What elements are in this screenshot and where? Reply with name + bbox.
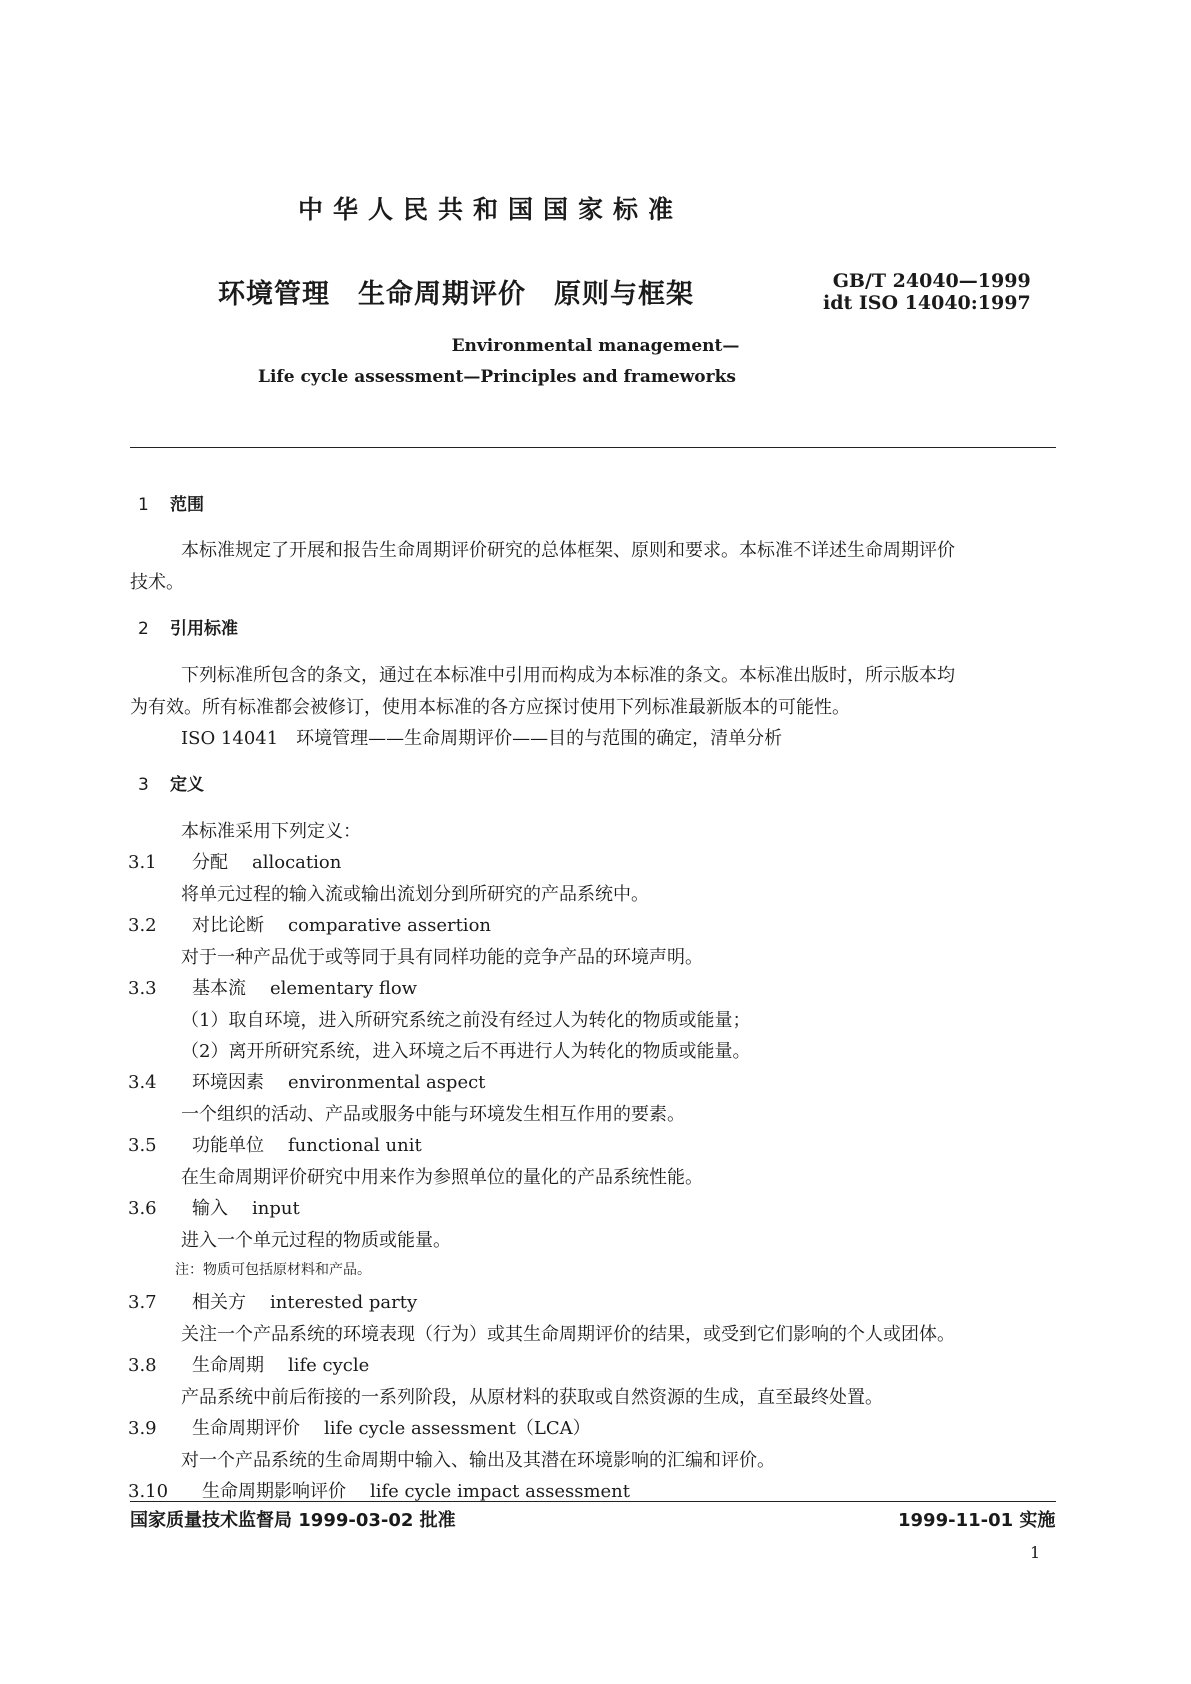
definition-term <box>128 1068 485 1094</box>
section-title: 定义 <box>170 775 204 795</box>
term-cn: 生命周期评价 <box>192 1418 300 1439</box>
effective-date: 1999-11-01 实施 <box>898 1510 1056 1531</box>
definition-term <box>128 1477 630 1503</box>
header-divider <box>130 447 1056 448</box>
section-number: 3 <box>138 775 149 795</box>
term-en: functional unit <box>288 1135 422 1156</box>
national-standard-heading: 中华人民共和国国家标准 <box>298 195 684 224</box>
section-number: 1 <box>138 495 149 515</box>
definition-number: 3.8 <box>128 1355 157 1376</box>
definition-term <box>128 911 491 937</box>
definition-term <box>128 848 341 874</box>
section-heading-references <box>138 614 238 639</box>
definition-text: 对一个产品系统的生命周期中输入、输出及其潜在环境影响的汇编和评价。 <box>181 1450 775 1471</box>
term-en: allocation <box>252 852 342 873</box>
term-en: elementary flow <box>270 978 418 999</box>
term-cn: 基本流 <box>192 978 246 999</box>
term-cn: 对比论断 <box>192 915 264 936</box>
definition-text: （2）离开所研究系统，进入环境之后不再进行人为转化的物质或能量。 <box>181 1041 751 1062</box>
definition-text: 关注一个产品系统的环境表现（行为）或其生命周期评价的结果，或受到它们影响的个人或团体。 <box>181 1324 955 1345</box>
term-cn: 相关方 <box>192 1292 246 1313</box>
reference-entry: ISO 14041 环境管理——生命周期评价——目的与范围的确定，清单分析 <box>181 728 783 749</box>
definition-term <box>128 1351 369 1377</box>
definition-text: 产品系统中前后衔接的一系列阶段，从原材料的获取或自然资源的生成，直至最终处置。 <box>181 1387 883 1408</box>
term-cn: 生命周期影响评价 <box>202 1481 346 1502</box>
document-title-en-line2: Life cycle assessment—Principles and frameworks <box>258 367 736 387</box>
definition-number: 3.9 <box>128 1418 157 1439</box>
definition-note: 注：物质可包括原材料和产品。 <box>175 1262 371 1278</box>
term-cn: 分配 <box>192 852 228 873</box>
term-en: environmental aspect <box>288 1072 486 1093</box>
definition-text: （1）取自环境，进入所研究系统之前没有经过人为转化的物质或能量； <box>181 1010 751 1031</box>
definition-term <box>128 1131 422 1157</box>
definition-number: 3.1 <box>128 852 157 873</box>
paragraph: 为有效。所有标准都会被修订，使用本标准的各方应探讨使用下列标准最新版本的可能性。 <box>130 697 850 718</box>
term-cn: 功能单位 <box>192 1135 264 1156</box>
term-en: comparative assertion <box>288 915 491 936</box>
definition-number: 3.6 <box>128 1198 157 1219</box>
definition-number: 3.5 <box>128 1135 157 1156</box>
document-title-en-line1: Environmental management— <box>451 336 740 356</box>
definition-number: 3.7 <box>128 1292 157 1313</box>
term-cn: 生命周期 <box>192 1355 264 1376</box>
standard-number: GB/T 24040—1999 <box>832 270 1031 292</box>
definition-term <box>128 1288 417 1314</box>
definition-text: 一个组织的活动、产品或服务中能与环境发生相互作用的要素。 <box>181 1104 685 1125</box>
approval-info: 国家质量技术监督局 1999-03-02 批准 <box>130 1510 456 1531</box>
term-en: life cycle <box>288 1355 370 1376</box>
term-en: life cycle assessment（LCA） <box>324 1418 591 1439</box>
section-heading-definitions <box>138 770 204 795</box>
definition-text: 对于一种产品优于或等同于具有同样功能的竞争产品的环境声明。 <box>181 947 703 968</box>
iso-equivalent-number: idt ISO 14040:1997 <box>823 292 1031 314</box>
paragraph: 本标准规定了开展和报告生命周期评价研究的总体框架、原则和要求。本标准不详述生命周期评价 <box>181 540 955 561</box>
definition-number: 3.3 <box>128 978 157 999</box>
definition-term <box>128 974 417 1000</box>
document-title-cn: 环境管理 生命周期评价 原则与框架 <box>218 279 694 310</box>
term-en: input <box>252 1198 300 1219</box>
definition-text: 在生命周期评价研究中用来作为参照单位的量化的产品系统性能。 <box>181 1167 703 1188</box>
definition-number: 3.4 <box>128 1072 157 1093</box>
definition-number: 3.10 <box>128 1481 169 1502</box>
term-en: interested party <box>270 1292 418 1313</box>
definition-term <box>128 1414 591 1440</box>
definition-text: 进入一个单元过程的物质或能量。 <box>181 1230 451 1251</box>
paragraph: 本标准采用下列定义： <box>181 821 361 842</box>
footer-divider <box>130 1501 1056 1502</box>
paragraph: 下列标准所包含的条文，通过在本标准中引用而构成为本标准的条文。本标准出版时，所示版本均 <box>181 665 955 686</box>
term-cn: 输入 <box>192 1198 228 1219</box>
section-title: 引用标准 <box>170 619 238 639</box>
section-number: 2 <box>138 619 149 639</box>
term-cn: 环境因素 <box>192 1072 264 1093</box>
definition-number: 3.2 <box>128 915 157 936</box>
standard-number-block <box>825 270 1031 314</box>
page-number: 1 <box>1030 1543 1041 1562</box>
paragraph: 技术。 <box>130 572 184 593</box>
section-title: 范围 <box>170 495 204 515</box>
definition-text: 将单元过程的输入流或输出流划分到所研究的产品系统中。 <box>181 884 649 905</box>
definition-term <box>128 1194 300 1220</box>
section-heading-scope <box>138 490 204 515</box>
term-en: life cycle impact assessment <box>370 1481 631 1502</box>
